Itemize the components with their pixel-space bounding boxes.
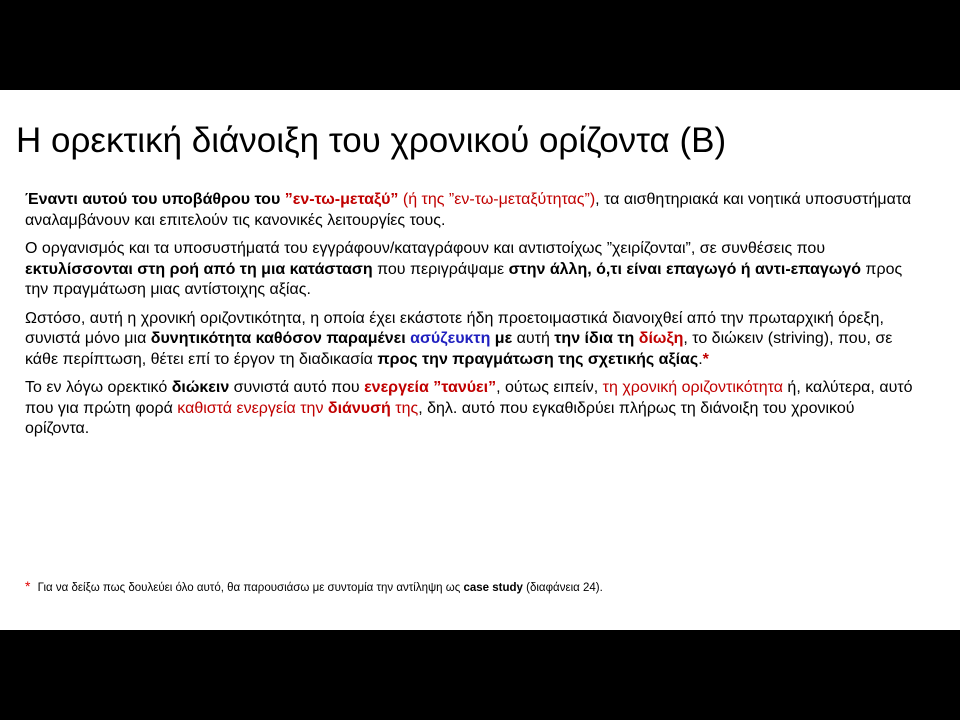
paragraph-3-text-run: Ωστόσο, αυτή η χρονική οριζοντικότητα, η οποία έχει εκάστοτε ήδη προετοιμαστικά διανοιχθεί από την πρωταρχική όρεξη, συνιστά μόνο μια xyxy=(25,309,884,347)
paragraph-4 xyxy=(25,378,915,440)
slide-body xyxy=(25,190,915,448)
paragraph-3-text-run: ασύζευκτη xyxy=(410,330,491,347)
paragraph-3-text-run: δίωξη xyxy=(638,330,684,347)
paragraph-3-text-run: δυνητικότητα καθόσον παραμένει xyxy=(150,330,411,347)
paragraph-4-text-run: διάνυσή xyxy=(327,399,391,417)
paragraph-4-text-run: , ούτως ειπείν, xyxy=(496,379,603,396)
paragraph-4-text-run: Το εν λόγω ορεκτικό xyxy=(25,379,172,396)
paragraph-2 xyxy=(25,239,915,301)
paragraph-3-text-run: , το διώκειν (striving), που, σε κάθε περίπτωση, θέτει επί το έργον τη διαδικασία xyxy=(25,330,893,368)
paragraph-3-text-run: την ίδια τη xyxy=(554,330,639,347)
paragraph-4-text-run: ή, καλύτερα, αυτό που για πρώτη φορά xyxy=(25,379,913,417)
paragraph-2-text-run: που περιγράψαμε xyxy=(372,260,509,278)
paragraph-2-text-run: εκτυλίσσονται στη ροή από τη μια κατάσταση xyxy=(25,260,373,278)
paragraph-3-text-run: αυτή xyxy=(512,330,555,347)
paragraph-3 xyxy=(25,309,915,371)
paragraph-3-text-run: με xyxy=(490,330,513,347)
footnote-text-run: (διαφάνεια 24). xyxy=(522,582,603,594)
footnote-text-run: Για να δείξω πως δουλεύει όλο αυτό, θα παρουσιάσω με συντομία την αντίληψη ως xyxy=(37,582,464,594)
paragraph-2-text-run: προς την πραγμάτωση μιας αντίστοιχης αξίας. xyxy=(25,260,903,298)
paragraph-1-text-run: (ή της ”εν-τω-μεταξύτητας”) xyxy=(398,191,596,208)
footnote xyxy=(25,578,915,596)
paragraph-2-text-run: Ο οργανισμός και τα υποσυστήματά του εγγράφουν/καταγράφουν και αντιστοίχως ”χειρίζονται”, σε συνθέσεις που xyxy=(25,240,826,257)
footnote-text xyxy=(38,582,603,594)
paragraph-2-text-run: στην άλλη, ό,τι είναι επαγωγό ή αντι-επαγωγό xyxy=(508,260,861,278)
paragraph-4-text-run: συνιστά αυτό που xyxy=(229,379,365,396)
paragraph-4-text-run: τη χρονική οριζοντικότητα xyxy=(602,379,783,396)
footnote-marker: * xyxy=(25,578,31,594)
paragraph-1 xyxy=(25,190,915,231)
slide xyxy=(0,90,960,630)
paragraph-1-text-run: Έναντι αυτού του υποβάθρου του xyxy=(25,191,285,208)
paragraph-3-text-run: προς την πραγμάτωση της σχετικής αξίας xyxy=(377,350,699,368)
paragraph-4-text-run: καθιστά ενεργεία την xyxy=(177,399,328,417)
footnote-text-run: case study xyxy=(463,582,523,594)
paragraph-4-text-run: διώκειν xyxy=(171,379,230,396)
paragraph-4-text-run: , δηλ. αυτό που εγκαθιδρύει πλήρως τη διάνοιξη του χρονικού ορίζοντα. xyxy=(25,399,855,437)
paragraph-3-text-run: . xyxy=(698,350,703,368)
paragraph-1-text-run: , τα αισθητηριακά και νοητικά υποσυστήματα αναλαμβάνουν και επιτελούν τις κανονικές λειτουργίες τους. xyxy=(25,191,912,229)
paragraph-1-text-run: ”εν-τω-μεταξύ” xyxy=(284,191,399,208)
paragraph-4-text-run: ενεργεία ”τανύει” xyxy=(364,379,497,396)
paragraph-4-text-run: της xyxy=(390,399,419,417)
slide-title: Η ορεκτική διάνοιξη του χρονικού ορίζοντα (Β) xyxy=(16,121,727,160)
paragraph-3-text-run: * xyxy=(702,350,709,368)
